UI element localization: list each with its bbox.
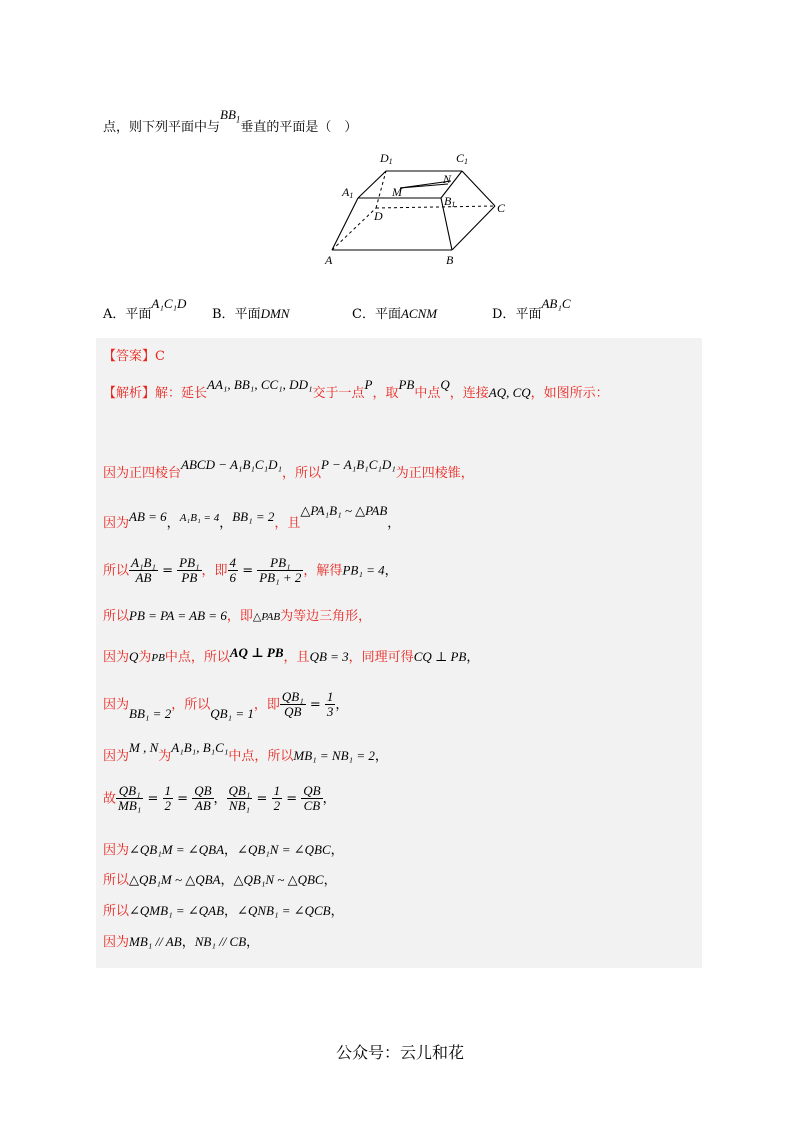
label-B1: B1 bbox=[444, 194, 456, 209]
page-footer: 公众号：云儿和花 bbox=[335, 1043, 464, 1062]
solution-line-10: 因为∠QB₁M = ∠QBA，∠QB₁N = ∠QBC， bbox=[103, 842, 344, 858]
solution-line-9: 故 $\frac{\text{QB₁}}{\text{MB₁}}$ = $\frac{1}{2}$ = $\frac{QB}{AB}$ ， $\frac{\text{QB₁}}{\text{NB₁}}$ = $\frac{1}{2}$ = $\frac{QB}{CB}$ ， bbox=[103, 783, 336, 814]
label-D: D bbox=[374, 209, 383, 223]
solution-line-4: 所以 $\frac{\text{A₁B₁}}{AB}$ = $\frac{\text{PB₁}}{PB}$ ，即 $\frac{4}{6}$ = $\frac{\text{PB₁}}{\text{PB₁ + 2}}$ ，解得PB₁ = 4， bbox=[103, 555, 398, 586]
answer-label: 【答案】C bbox=[103, 349, 165, 364]
bb1-math: $BB_1$ bbox=[220, 107, 241, 125]
solution-line-12: 所以∠QMB₁ = ∠QAB，∠QNB₁ = ∠QCB， bbox=[103, 903, 344, 919]
solution-line-2: 因为正四棱台ABCD − A₁B₁C₁D₁，所以P − A₁B₁C₁D₁为正四棱锥， bbox=[103, 457, 474, 481]
label-M: M bbox=[392, 185, 402, 199]
solution-line-6: 因为Q为PB中点，所以AQ ⊥ PB，且QB = 3，同理可得CQ ⊥ PB， bbox=[103, 645, 480, 665]
solution-line-1: 【解析】解：延长AA₁, BB₁, CC₁, DD₁交于一点P，取PB中点Q，连接AQ, CQ，如图所示： bbox=[103, 377, 609, 401]
solution-line-8: 因为M , N为A₁B₁, B₁C₁中点，所以MB₁ = NB₁ = 2， bbox=[103, 740, 388, 764]
solution-line-11: 所以△QB₁M ~ △QBA，△QB₁N ~ △QBC， bbox=[103, 872, 337, 888]
solution-line-5: 所以PB = PA = AB = 6，即△PAB为等边三角形， bbox=[103, 608, 372, 624]
label-C1: C1 bbox=[456, 151, 469, 166]
label-N: N bbox=[443, 172, 452, 186]
label-C: C bbox=[497, 201, 506, 215]
solution-line-7: 因为BB₁ = 2，所以QB₁ = 1，即 $\frac{\text{QB₁}}{QB}$ = $\frac{1}{3}$ ， bbox=[103, 689, 349, 722]
label-B: B bbox=[446, 253, 454, 267]
option-a: A．平面A₁C₁D bbox=[103, 296, 187, 322]
option-b: B．平面DMN bbox=[212, 306, 290, 322]
solution-line-13: 因为MB₁ // AB，NB₁ // CB， bbox=[103, 934, 260, 950]
frustum-figure bbox=[320, 148, 520, 270]
label-D1: D1 bbox=[380, 151, 393, 166]
option-d: D．平面AB₁C bbox=[492, 296, 571, 322]
option-c: C．平面ACNM bbox=[352, 306, 438, 322]
question-line: 点，则下列平面中与$BB_1$垂直的平面是（ ） bbox=[103, 107, 358, 135]
solution-line-3: 因为AB = 6，$^{A_1B_1 = 4}$，BB₁ = 2，且△PA₁B₁ ~ △PAB， bbox=[103, 503, 401, 531]
label-A1: A1 bbox=[342, 185, 354, 200]
label-A: A bbox=[325, 253, 333, 267]
